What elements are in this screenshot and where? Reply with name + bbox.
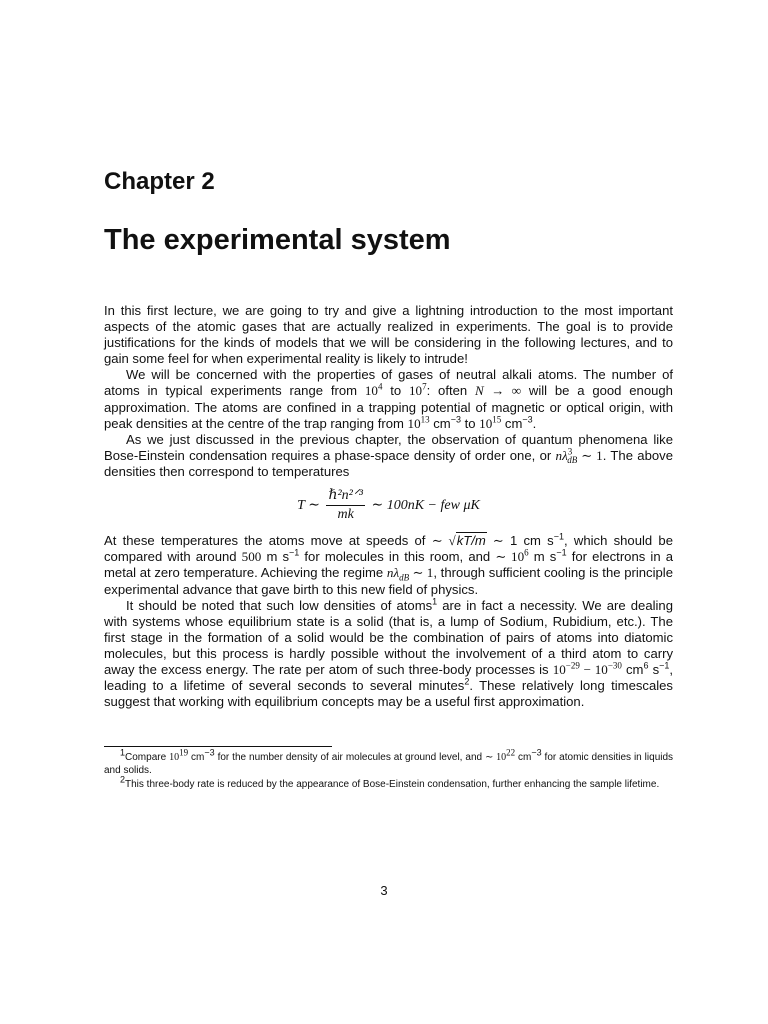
footnote-divider [104, 746, 332, 747]
equation-fraction: $\frac{\text{ℏ²n²ᐟ³}}{mk}$ [328, 488, 363, 523]
footnote-2: $^2$This three-body rate is reduced by the appearance of Bose-Einstein condensation, further enhancing the sample lifetime. [120, 774, 660, 790]
footnote-ref-2[interactable]: 2 [464, 676, 470, 687]
paragraph-intro: In this first lecture, we are going to try and give a lightning introduction to the most important aspects of the atomic gases that are actually realized in experiments. The goal is to provide justifications for the kinds of models that we will be considering in the following lectures, and to gain some feel for when experimental reality is likely to intrude! [104, 303, 673, 367]
main-text [104, 303, 673, 710]
temperature-equation: T ∼ $\frac{\text{ℏ²n²ᐟ³}}{mk}$ ∼ 100nK − few μK [297, 488, 480, 523]
paragraph-phase-space: As we just discussed in the previous chapter, the observation of quantum phenomena like Bose-Einstein condensation requires a phase-space density of order one, or $n\lambda^3_{dB}$ ∼ 1. The above densities then correspond to temperatures [104, 431, 673, 479]
footnotes [104, 747, 674, 792]
paragraph-densities: It should be noted that such low densities of atoms$^1$ are in fact a necessity. We are dealing with systems whose equilibrium state is a solid (that is, a lump of Sodium, Rubidium, etc.). The first stage in the formation of a solid would be the combination of pairs of atoms into diatomic molecules, but this process is hardly possible without the involvement of a third atom to carry away the excess energy. The rate per atom of such three-body processes is $10^{-29} - 10^{-30}$ $cm^6$ $s^{-1}$, leading to a lifetime of several seconds to several minutes$^2$. These relatively long timescales suggest that working with equilibrium concepts may be a useful first approximation. [104, 596, 674, 710]
paragraph-speeds: At these temperatures the atoms move at speeds of ∼ √kT/m ∼ 1 cm $s^{-1}$, which should be compared with around 500 m $s^{-1}$ for molecules in this room, and ∼ $10^6$ m $s^{-1}$ for electrons in a metal at zero temperature. Achieving the regime $n\lambda_{dB}$ ∼ 1, through sufficient cooling is the principle experimental advance that gave birth to this new field of physics. [104, 531, 674, 597]
footnote-1: $^1$Compare $10^{19}$ $cm^{-3}$ for the number density of air molecules at ground level, and ∼ $10^{22}$ $cm^{-3}$ for atomic densities in liquids and solids. [104, 747, 674, 776]
chapter-title: The experimental system [104, 224, 451, 256]
paragraph-atoms: We will be concerned with the properties of gases of neutral alkali atoms. The number of atoms in typical experiments range from $10^4$ to $10^7$: often N → ∞ will be a good enough approximation. The atoms are confined in a trapping potential of magnetic or optical origin, with peak densities at the centre of the trap ranging from $10^{13}$ $cm^{-3}$ to $10^{15}$ $cm^{-3}$. [104, 367, 673, 431]
footnote-ref-1[interactable]: 1 [432, 596, 438, 607]
page-number: 3 [380, 883, 388, 898]
chapter-label: Chapter 2 [104, 168, 215, 195]
